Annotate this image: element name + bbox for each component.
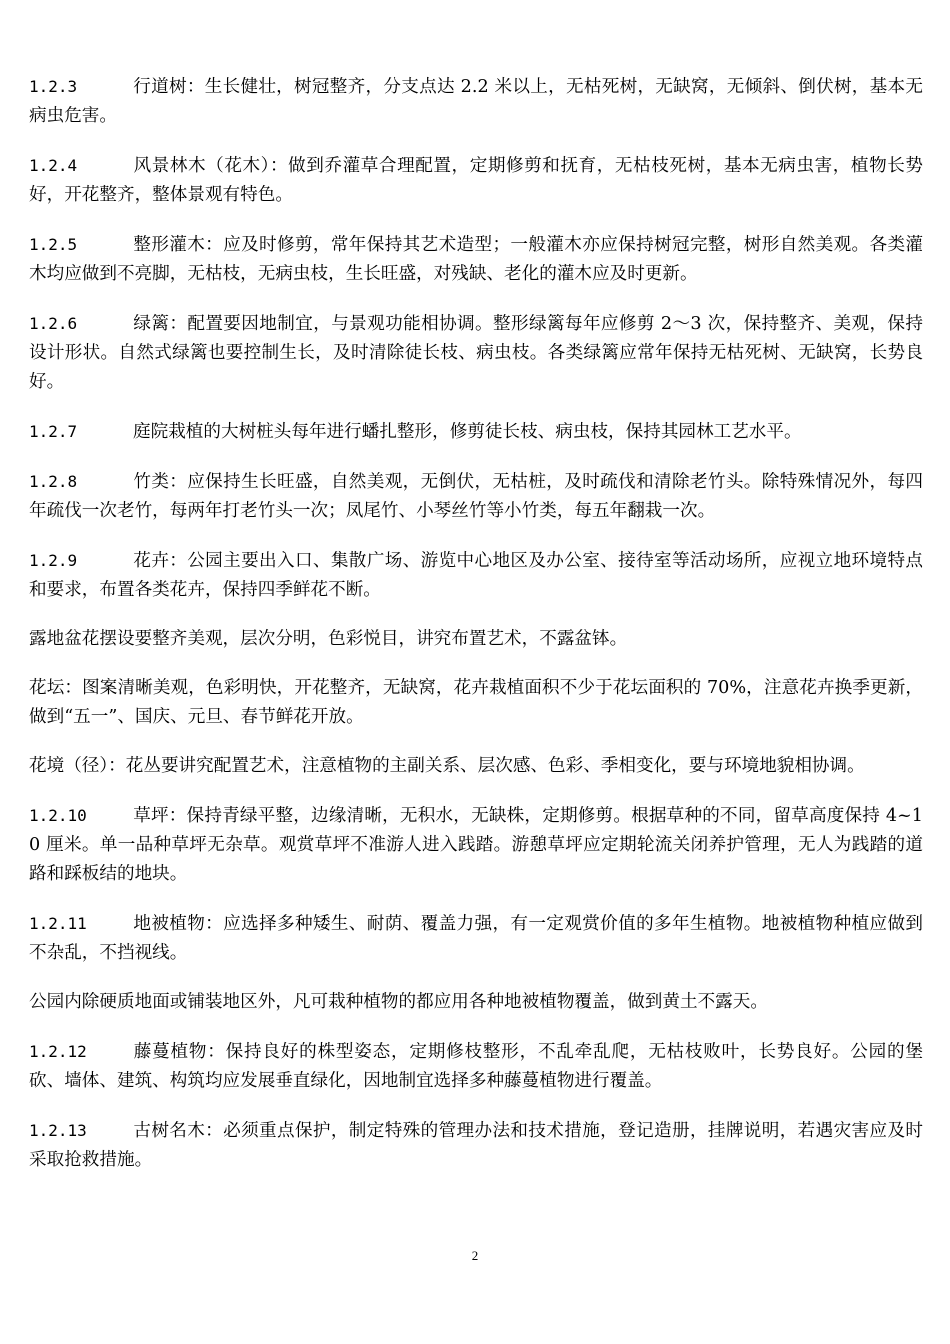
clause-number: 1.2.13 [29,1121,87,1140]
paragraph-flower-borders [29,752,923,781]
clause-number: 1.2.3 [29,77,78,96]
paragraph-text: 行道树：生长健壮，树冠整齐，分支点达 2.2 米以上，无枯死树，无缺窝，无倾斜、倒伏树，基本无病虫危害。 [29,77,923,126]
clause-number: 1.2.11 [29,914,87,933]
clause-number: 1.2.9 [29,551,78,570]
paragraph-text: 整形灌木：应及时修剪，常年保持其艺术造型；一般灌木亦应保持树冠完整，树形自然美观。各类灌木均应做到不亮脚，无枯枝，无病虫枝，生长旺盛，对残缺、老化的灌木应及时更新。 [29,235,923,284]
paragraph-1.2.4 [29,151,923,210]
paragraph-text: 庭院栽植的大树桩头每年进行蟠扎整形，修剪徒长枝、病虫枝，保持其园林工艺水平。 [133,422,802,442]
clause-number: 1.2.7 [29,422,78,441]
paragraph-text: 草坪：保持青绿平整，边缘清晰，无积水，无缺株，定期修剪。根据草种的不同，留草高度保持 4~10 厘米。单一品种草坪无杂草。观赏草坪不准游人进入践踏。游憩草坪应定期轮流关闭养护管理，无人为践踏的道路和踩板结的地块。 [29,806,923,884]
paragraph-text: 花卉：公园主要出入口、集散广场、游览中心地区及办公室、接待室等活动场所，应视立地环境特点和要求，布置各类花卉，保持四季鲜花不断。 [29,551,923,600]
paragraph-1.2.12 [29,1037,923,1096]
paragraph-text: 藤蔓植物：保持良好的株型姿态，定期修枝整形，不乱牵乱爬，无枯枝败叶，长势良好。公园的堡砍、墙体、建筑、构筑均应发展垂直绿化，因地制宜选择多种藤蔓植物进行覆盖。 [29,1042,923,1091]
paragraph-text: 竹类：应保持生长旺盛，自然美观，无倒伏，无枯桩，及时疏伐和清除老竹头。除特殊情况外，每四年疏伐一次老竹，每两年打老竹头一次；凤尾竹、小琴丝竹等小竹类，每五年翻栽一次。 [29,472,923,521]
clause-number: 1.2.5 [29,235,78,254]
clause-number: 1.2.10 [29,806,87,825]
paragraph-text: 绿篱：配置要因地制宜，与景观功能相协调。整形绿篱每年应修剪 2～3 次，保持整齐、美观，保持设计形状。自然式绿篱也要控制生长，及时清除徒长枝、病虫枝。各类绿篱应常年保持无枯死树、无缺窝，长势良好。 [29,314,923,392]
paragraph-text: 露地盆花摆设要整齐美观，层次分明，色彩悦目，讲究布置艺术，不露盆钵。 [29,629,628,649]
document-body [29,72,923,1195]
paragraph-text: 公园内除硬质地面或铺装地区外，凡可栽种植物的都应用各种地被植物覆盖，做到黄土不露天。 [29,992,768,1012]
paragraph-1.2.11 [29,909,923,968]
paragraph-potted-flowers [29,625,923,654]
paragraph-text: 地被植物：应选择多种矮生、耐荫、覆盖力强，有一定观赏价值的多年生植物。地被植物种植应做到不杂乱，不挡视线。 [29,914,923,963]
clause-number: 1.2.8 [29,472,78,491]
paragraph-text: 古树名木：必须重点保护，制定特殊的管理办法和技术措施，登记造册，挂牌说明，若遇灾害应及时采取抢救措施。 [29,1121,923,1170]
paragraph-1.2.3 [29,72,923,131]
paragraph-text: 风景林木（花木）：做到乔灌草合理配置，定期修剪和抚育，无枯枝死树，基本无病虫害，植物长势好，开花整齐，整体景观有特色。 [29,156,923,205]
paragraph-1.2.10 [29,801,923,889]
clause-number: 1.2.4 [29,156,78,175]
paragraph-ground-cover [29,988,923,1017]
paragraph-flower-beds [29,674,923,732]
clause-number: 1.2.6 [29,314,78,333]
page-number: 2 [471,1248,479,1263]
paragraph-text: 花境（径）：花丛要讲究配置艺术，注意植物的主副关系、层次感、色彩、季相变化，要与环境地貌相协调。 [29,756,865,776]
paragraph-1.2.8 [29,467,923,526]
paragraph-1.2.13 [29,1116,923,1175]
paragraph-1.2.9 [29,546,923,605]
paragraph-text: 花坛：图案清晰美观，色彩明快，开花整齐，无缺窝，花卉栽植面积不少于花坛面积的 70%，注意花卉换季更新，做到“五一”、国庆、元旦、春节鲜花开放。 [29,678,923,727]
paragraph-1.2.5 [29,230,923,289]
paragraph-1.2.7 [29,417,923,447]
paragraph-1.2.6 [29,309,923,397]
clause-number: 1.2.12 [29,1042,87,1061]
